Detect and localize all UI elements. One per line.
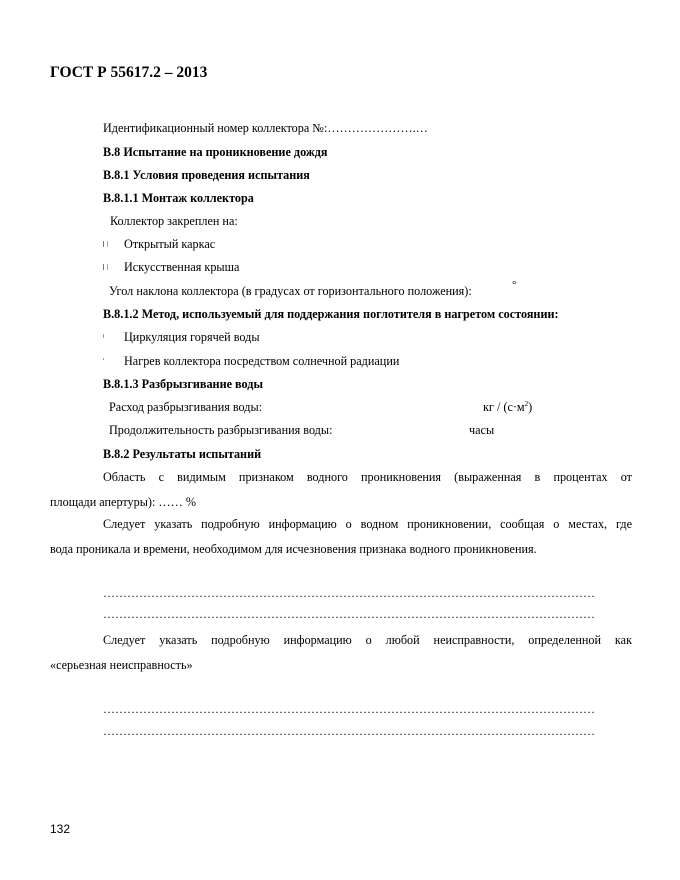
checkbox-solar-heating[interactable]: [103, 358, 104, 360]
option-hot-water-label: Циркуляция горячей воды: [124, 330, 260, 344]
paragraph-serious-failure: [50, 628, 632, 678]
section-b8-title: В.8 Испытание на проникновение дождя: [103, 145, 328, 159]
section-b813-title: В.8.1.3 Разбрызгивание воды: [103, 377, 263, 391]
paragraph-water-area: [50, 465, 632, 515]
paragraph-water-details-line1: Следует указать подробную информацию о водном проникновении, сообщая о местах, где: [103, 517, 632, 531]
checkbox-open-frame[interactable]: [103, 241, 108, 247]
section-b81-title: В.8.1 Условия проведения испытания: [103, 168, 310, 182]
checkbox-hot-water[interactable]: [103, 334, 104, 338]
spray-rate-unit-close: ): [528, 400, 533, 414]
dotted-fill-line: ……………………………………………………………………………………………………………: [103, 607, 595, 621]
section-b82-title: В.8.2 Результаты испытаний: [103, 447, 262, 461]
paragraph-water-details: [50, 512, 632, 562]
dotted-fill-line: ……………………………………………………………………………………………………………: [103, 724, 595, 738]
option-solar-heating-label: Нагрев коллектора посредством солнечной радиации: [124, 354, 400, 368]
spray-rate-label: Расход разбрызгивания воды:: [109, 400, 263, 414]
paragraph-water-area-line2: площади апертуры): …… %: [50, 495, 196, 509]
dotted-fill-line: ……………………………………………………………………………………………………………: [103, 586, 595, 600]
checkbox-artificial-roof[interactable]: [103, 264, 108, 270]
collector-id-number: Идентификационный номер коллектора №:………………….…: [103, 121, 428, 135]
mounted-on-label: Коллектор закреплен на:: [110, 214, 238, 228]
option-open-frame-label: Открытый каркас: [124, 237, 216, 251]
dotted-fill-line: ……………………………………………………………………………………………………………: [103, 702, 595, 716]
section-b812-title: В.8.1.2 Метод, используемый для поддержания поглотителя в нагретом состоянии:: [103, 307, 559, 321]
spray-rate-unit-text: кг / (с·м: [483, 400, 525, 414]
section-b811-title: В.8.1.1 Монтаж коллектора: [103, 191, 254, 205]
paragraph-water-details-line2: вода проникала и времени, необходимом для исчезновения признака водного проникновения.: [50, 542, 537, 556]
paragraph-serious-failure-line1: Следует указать подробную информацию о любой неисправности, определенной как: [103, 633, 632, 647]
paragraph-serious-failure-line2: «серьезная неисправность»: [50, 658, 193, 672]
paragraph-water-area-line1: Область с видимым признаком водного проникновения (выраженная в процентах от: [103, 470, 632, 484]
document-header-title: ГОСТ Р 55617.2 – 2013: [50, 64, 208, 81]
spray-rate-unit-exponent: 2: [524, 399, 529, 408]
page-number: 132: [50, 822, 71, 836]
spray-duration-label: Продолжительность разбрызгивания воды:: [109, 423, 333, 437]
spray-duration-unit: часы: [469, 423, 495, 437]
degree-symbol: °: [512, 279, 517, 291]
tilt-angle-label: Угол наклона коллектора (в градусах от горизонтального положения):: [109, 284, 472, 298]
option-artificial-roof-label: Искусственная крыша: [124, 260, 240, 274]
spray-rate-unit: [483, 400, 532, 414]
